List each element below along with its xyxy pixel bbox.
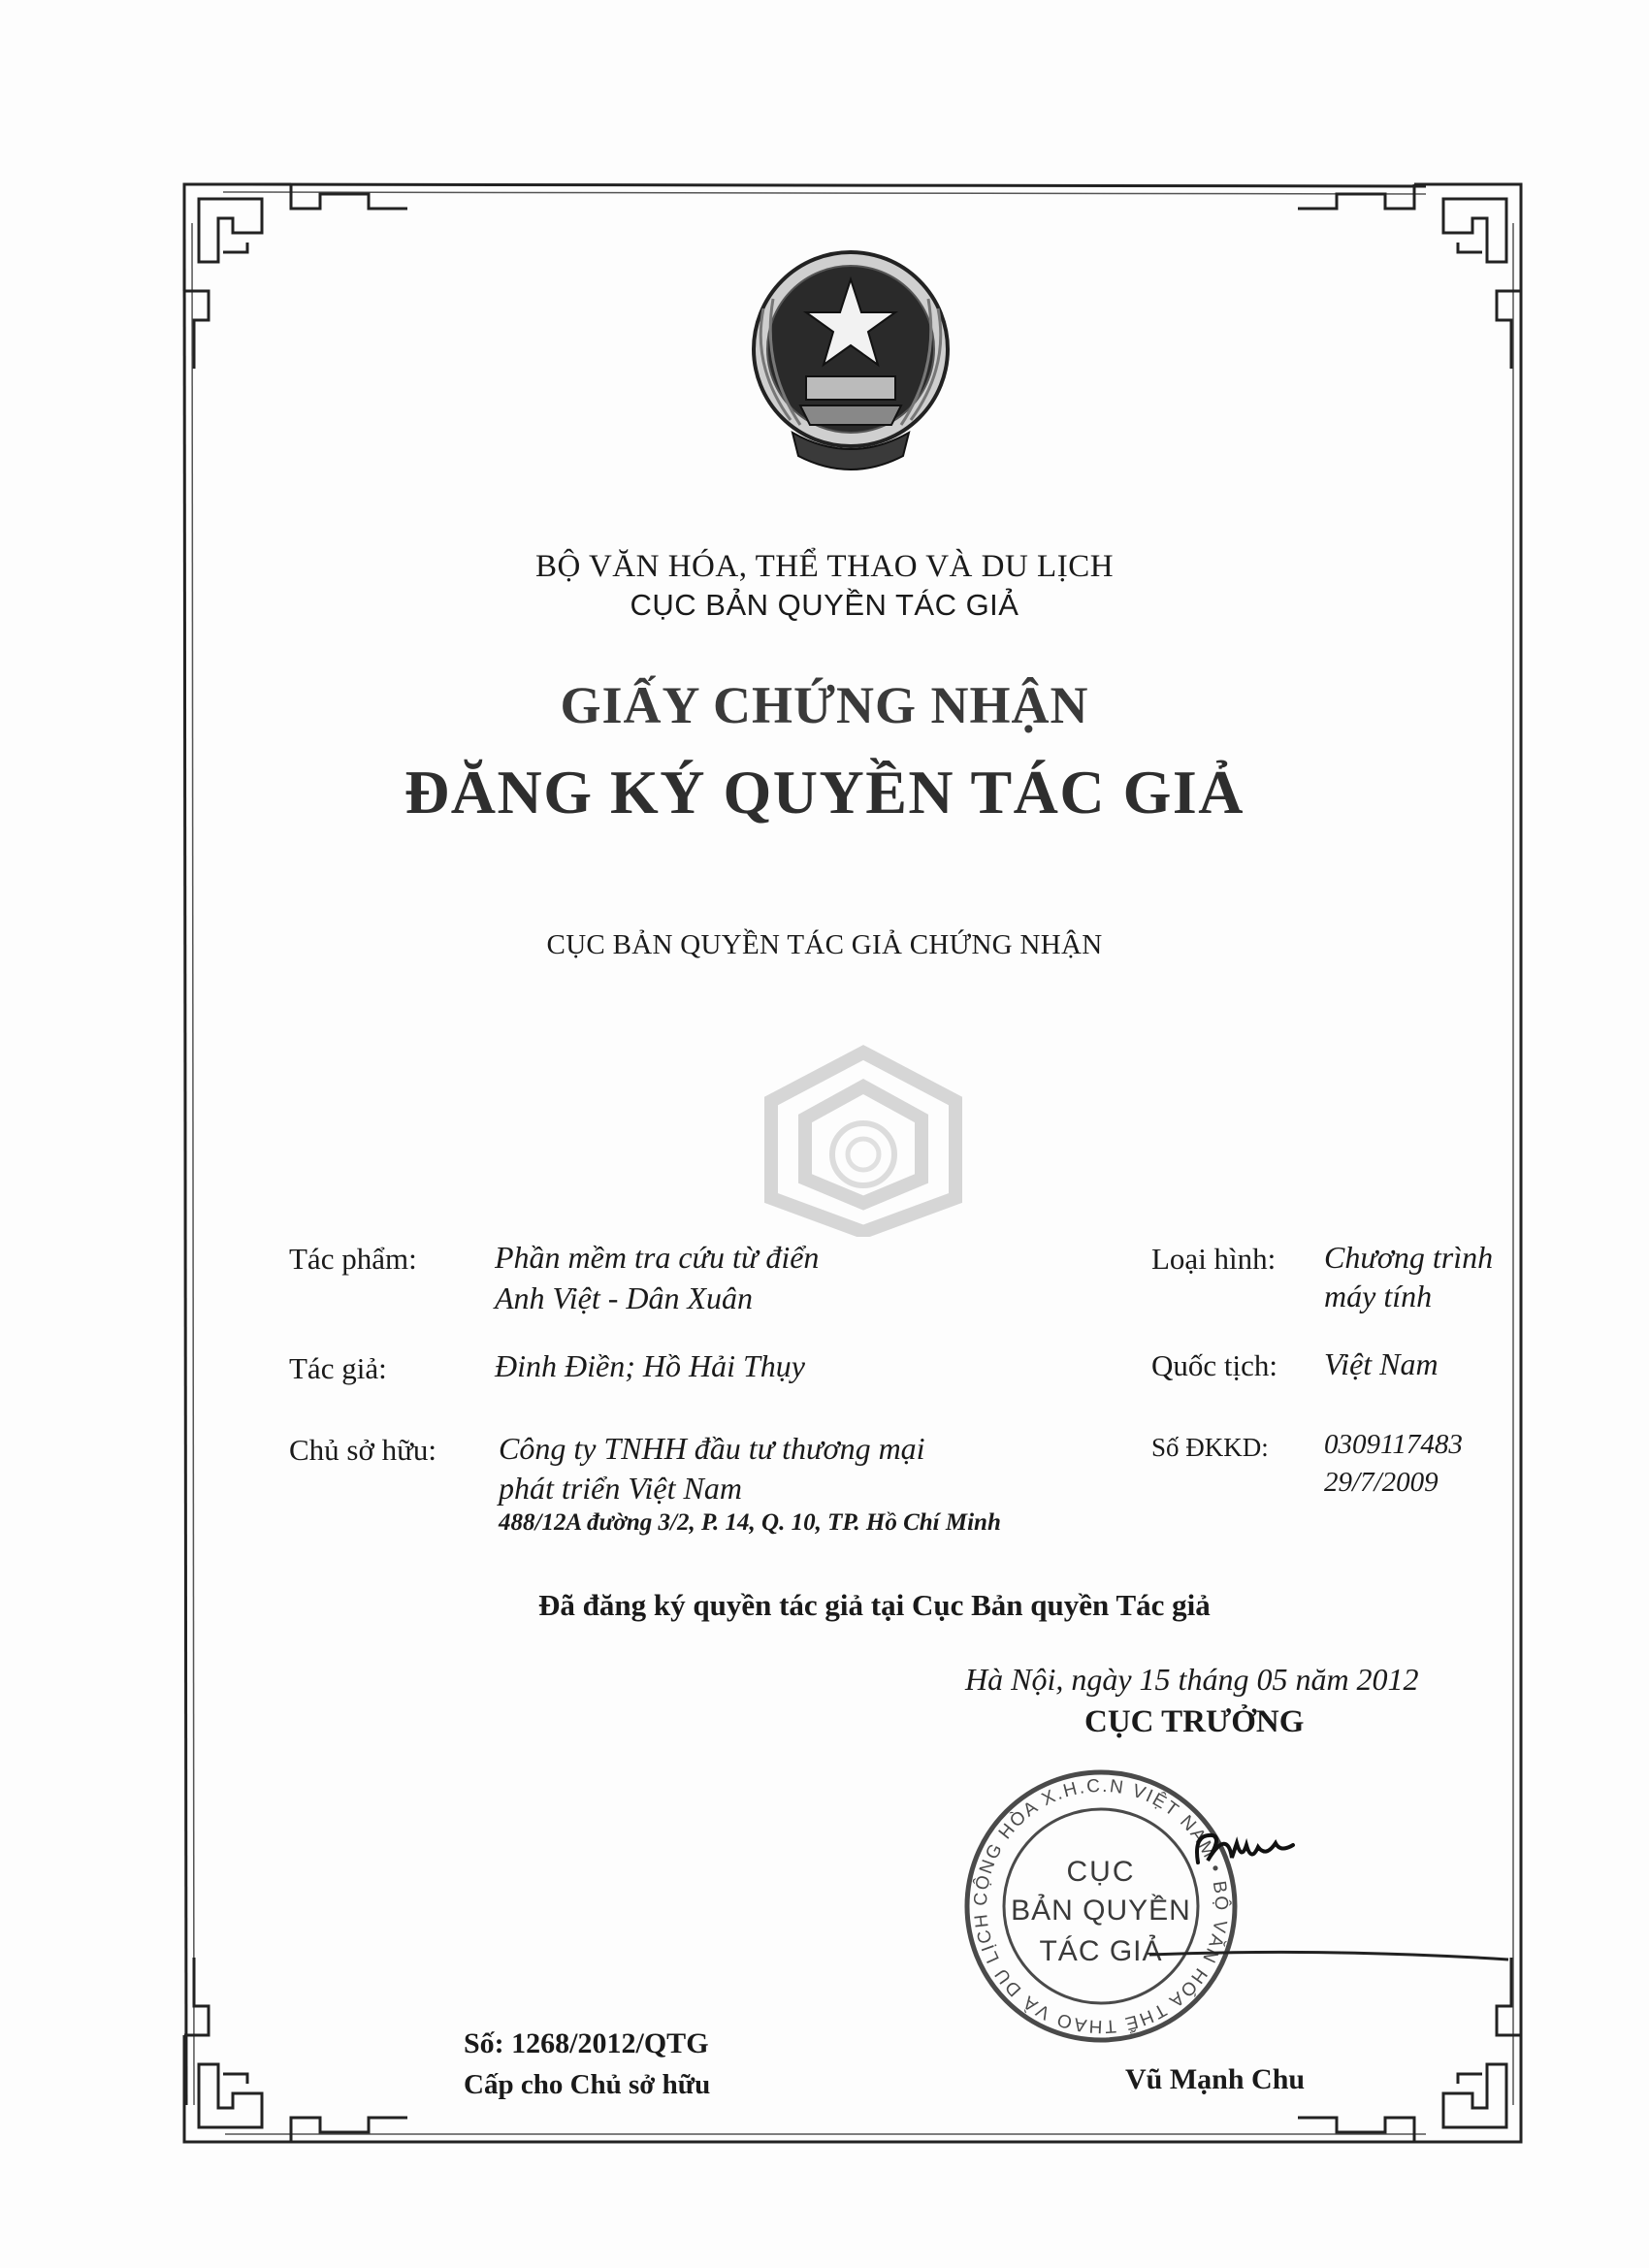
certificate-number: Số: 1268/2012/QTG — [464, 2027, 709, 2059]
certifies-line: CỤC BẢN QUYỀN TÁC GIẢ CHỨNG NHẬN — [546, 929, 1103, 960]
owner-label: Chủ sở hữu: — [289, 1433, 437, 1467]
director-title: CỤC TRƯỞNG — [1084, 1704, 1305, 1739]
signature-icon — [1188, 1824, 1305, 1882]
nationality-value: Việt Nam — [1324, 1346, 1439, 1381]
department-name: CỤC BẢN QUYỀN TÁC GIẢ — [630, 588, 1019, 622]
bizreg-date: 29/7/2009 — [1324, 1467, 1439, 1498]
bizreg-number: 0309117483 — [1324, 1429, 1463, 1460]
certificate-title-line2: ĐĂNG KÝ QUYỀN TÁC GIẢ — [404, 758, 1245, 826]
work-value-line1: Phần mềm tra cứu từ điển — [495, 1240, 820, 1275]
owner-address: 488/12A đường 3/2, P. 14, Q. 10, TP. Hồ Chí Minh — [499, 1509, 1001, 1536]
corner-ornament-top-left — [184, 184, 407, 369]
signer-name: Vũ Mạnh Chu — [1125, 2063, 1306, 2095]
issued-to: Cấp cho Chủ sở hữu — [464, 2069, 711, 2100]
bizreg-label: Số ĐKKD: — [1151, 1433, 1269, 1462]
work-value-line2: Anh Việt - Dân Xuân — [495, 1280, 754, 1315]
official-stamp-icon — [955, 1761, 1246, 2052]
owner-value-line1: Công ty TNHH đầu tư thương mại — [499, 1431, 925, 1466]
signature-underline — [1145, 1940, 1513, 1969]
stamp-line3: TÁC GIẢ — [1039, 1935, 1163, 1967]
certificate-title-line1: GIẤY CHỨNG NHẬN — [560, 676, 1089, 734]
corner-ornament-top-right — [1298, 184, 1521, 369]
corner-ornament-bottom-left — [184, 1958, 407, 2142]
watermark-logo-icon — [752, 1043, 975, 1237]
national-emblem-icon — [732, 241, 970, 488]
stamp-line2: BẢN QUYỀN — [1011, 1895, 1191, 1927]
owner-value-line2: phát triển Việt Nam — [499, 1471, 742, 1506]
registered-statement: Đã đăng ký quyền tác giả tại Cục Bản quyền Tác giả — [538, 1588, 1211, 1622]
author-label: Tác giả: — [289, 1351, 387, 1385]
author-value: Đinh Điền; Hồ Hải Thụy — [495, 1348, 805, 1383]
corner-ornament-bottom-right — [1298, 1958, 1521, 2142]
type-label: Loại hình: — [1151, 1242, 1277, 1276]
nationality-label: Quốc tịch: — [1151, 1348, 1277, 1382]
type-value-line1: Chương trình — [1324, 1240, 1494, 1275]
place-date: Hà Nội, ngày 15 tháng 05 năm 2012 — [965, 1662, 1419, 1697]
ministry-name: BỘ VĂN HÓA, THỂ THAO VÀ DU LỊCH — [534, 549, 1115, 584]
work-label: Tác phẩm: — [289, 1242, 417, 1276]
stamp-line1: CỤC — [1066, 1856, 1136, 1888]
stamp-outer-text: CỘNG HÒA X.H.C.N VIỆT NAM • BỘ VĂN HÓA THỂ THAO VÀ DU LỊCH — [970, 1775, 1232, 2037]
type-value-line2: máy tính — [1324, 1279, 1433, 1313]
